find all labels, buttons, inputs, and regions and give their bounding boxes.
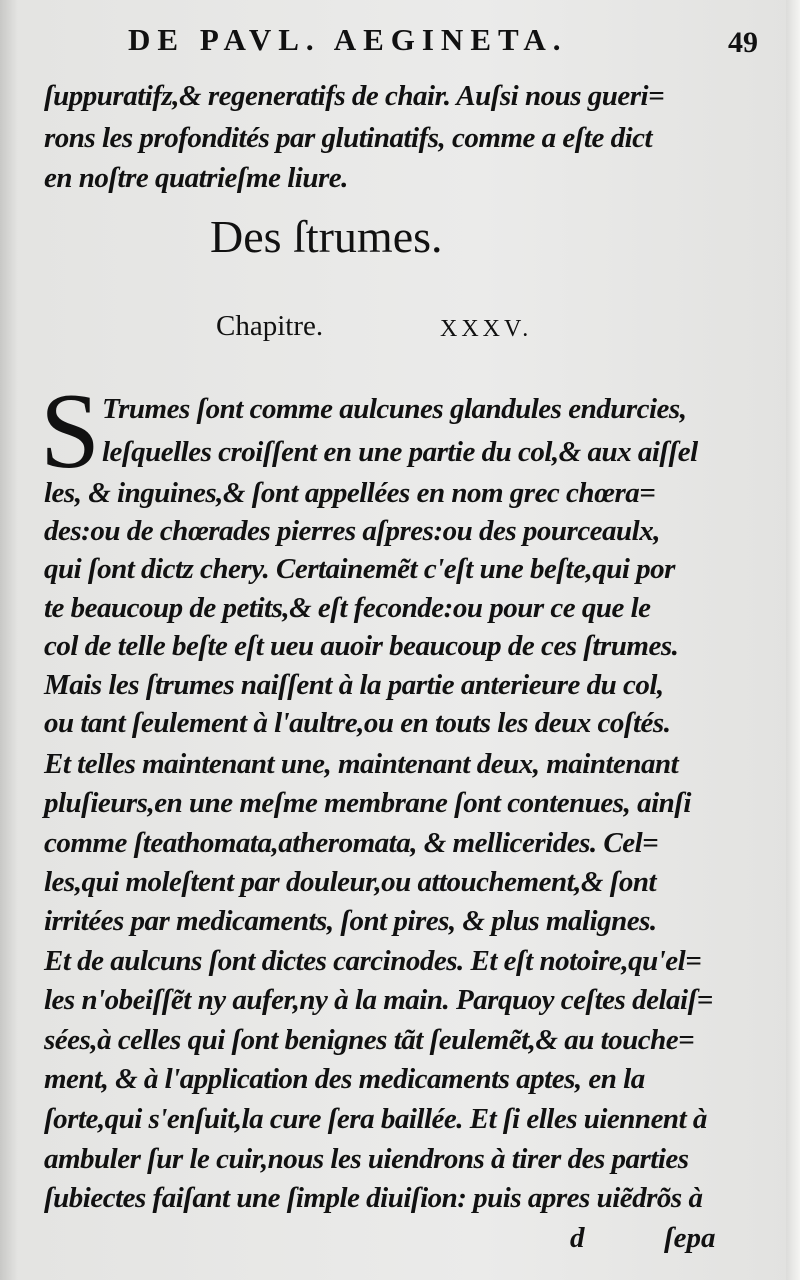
body-line: Mais les ſtrumes naiſſent à la partie anterieure du col, <box>44 669 664 701</box>
body-line: les,qui moleſtent par douleur,ou attouchement,& ſont <box>44 866 657 898</box>
body-line: Et de aulcuns ſont dictes carcinodes. Et eſt notoire,qu'el= <box>44 945 702 977</box>
body-line: leſquelles croiſſent en une partie du col,& aux aiſſel <box>102 436 698 468</box>
body-line: les, & inguines,& ſont appellées en nom grec chœra= <box>44 477 656 509</box>
chapter-label: Chapitre. <box>216 310 324 342</box>
page-number: 49 <box>728 26 758 59</box>
drop-cap: S <box>40 372 101 491</box>
body-line: Et telles maintenant une, maintenant deux, maintenant <box>44 748 679 780</box>
body-line: ment, & à l'application des medicaments aptes, en la <box>44 1063 645 1095</box>
body-line: col de telle beſte eſt ueu auoir beaucoup de ces ſtrumes. <box>44 630 679 662</box>
body-line: les n'obeiſſẽt ny aufer,ny à la main. Parquoy ceſtes delaiſ= <box>44 984 713 1016</box>
body-line: irritées par medicaments, ſont pires, & plus malignes. <box>44 905 657 937</box>
body-line: qui ſont dictz chery. Certainemẽt c'eſt une beſte,qui por <box>44 553 675 585</box>
running-title: DE PAVL. AEGINETA. <box>128 22 568 57</box>
body-line: des:ou de chœrades pierres aſpres:ou des pourceaulx, <box>44 515 660 547</box>
body-line: ou tant ſeulement à l'aultre,ou en touts les deux coſtés. <box>44 707 671 739</box>
intro-line-1: ſuppuratifz,& regeneratifs de chair. Auſsi nous gueri= <box>44 80 665 112</box>
page-edge <box>786 0 800 1280</box>
intro-line-2: rons les profondités par glutinatifs, comme a eſte dict <box>44 122 653 154</box>
body-line: ſubiectes faiſant une ſimple diuiſion: puis apres uiẽdrõs à <box>44 1182 703 1214</box>
body-line: sées,à celles qui ſont benignes tãt ſeulemẽt,& au touche= <box>44 1024 695 1056</box>
body-line: Trumes ſont comme aulcunes glandules endurcies, <box>102 393 687 425</box>
intro-line-3: en noſtre quatrieſme liure. <box>44 162 348 194</box>
catchword: ſepa <box>664 1222 716 1254</box>
signature-mark: d <box>570 1222 585 1254</box>
body-line: ſorte,qui s'enſuit,la cure ſera baillée. Et ſi elles uiennent à <box>44 1103 707 1135</box>
body-line: pluſieurs,en une meſme membrane ſont contenues, ainſi <box>44 787 691 819</box>
body-line: comme ſteathomata,atheromata, & mellicerides. Cel= <box>44 827 659 859</box>
section-title: Des ſtrumes. <box>210 211 443 262</box>
chapter-number: XXXV. <box>440 316 533 342</box>
body-line: ambuler ſur le cuir,nous les uiendrons à tirer des parties <box>44 1143 689 1175</box>
body-line: te beaucoup de petits,& eſt feconde:ou pour ce que le <box>44 592 651 624</box>
